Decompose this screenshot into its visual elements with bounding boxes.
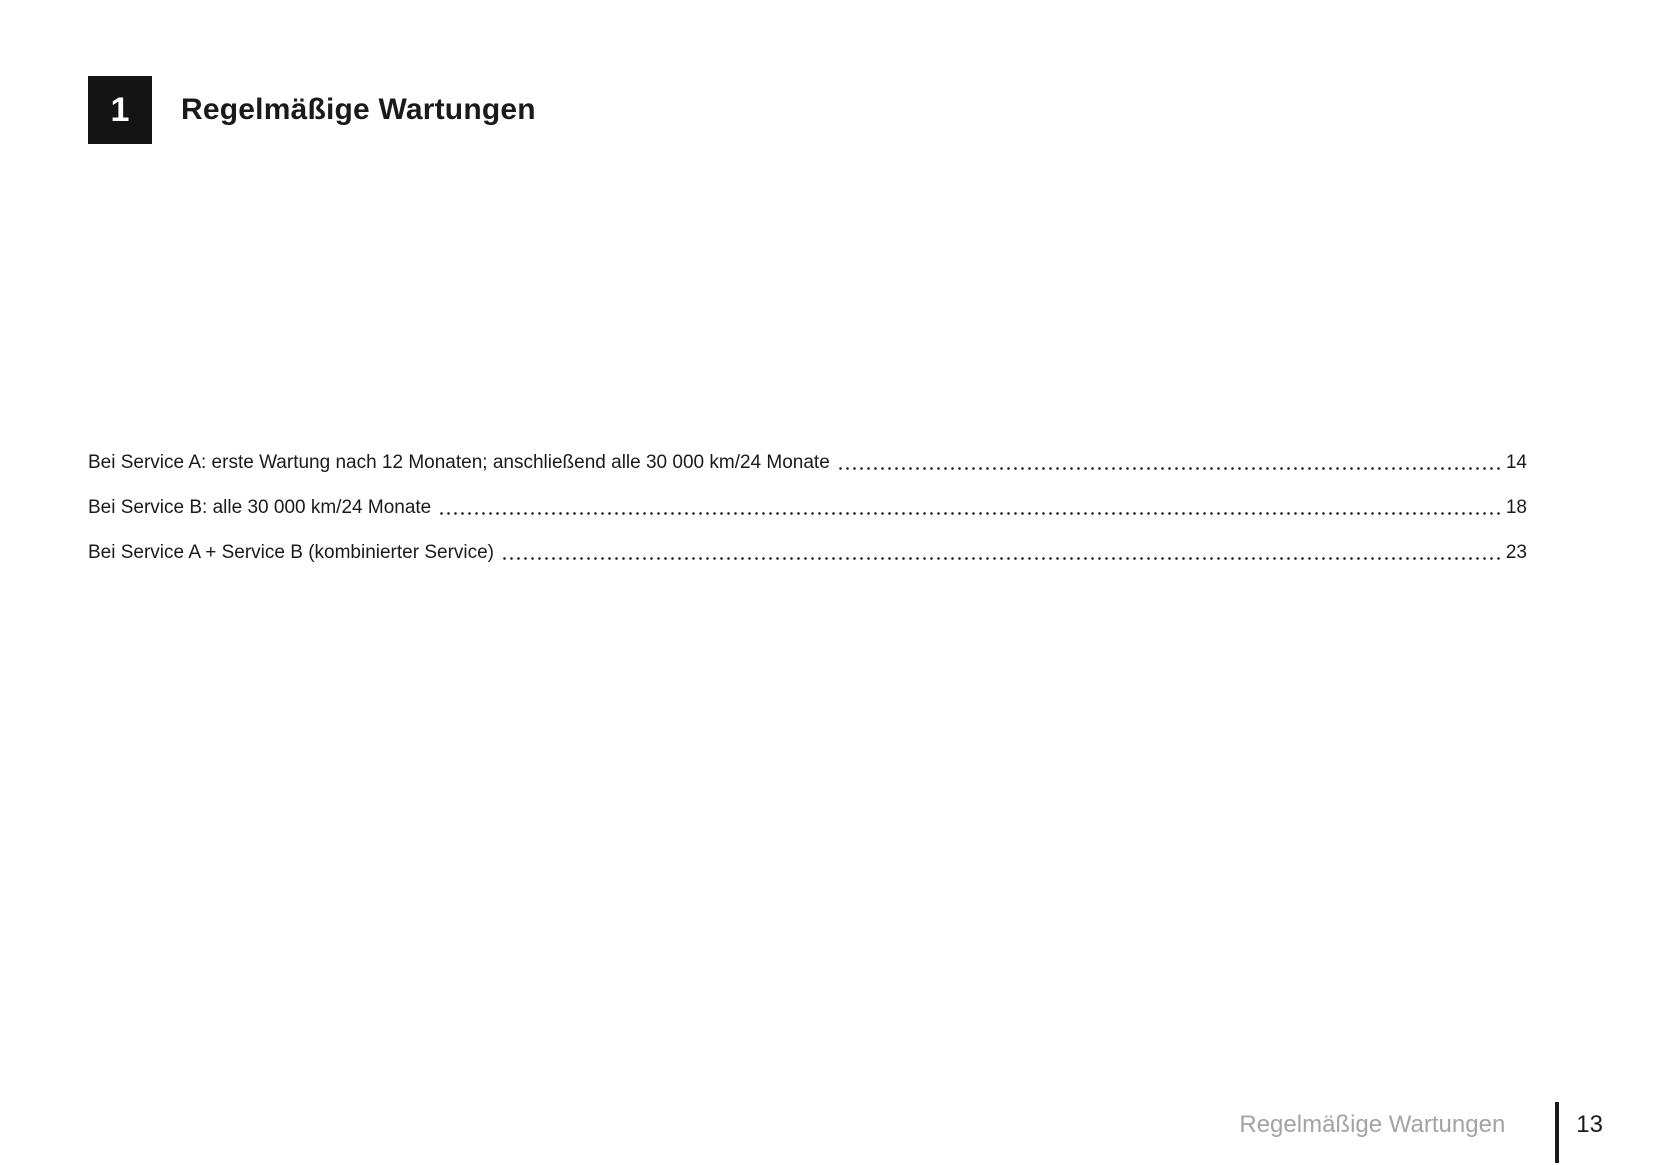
- toc-dot-leader: [438, 512, 1502, 515]
- footer-divider-bar: [1555, 1102, 1559, 1163]
- toc-entry-service-a-plus-b[interactable]: [88, 541, 1527, 565]
- toc-entry-page-number: 14: [1505, 452, 1527, 473]
- toc-dot-leader: [837, 467, 1502, 470]
- toc-entry-service-b[interactable]: [88, 496, 1527, 520]
- toc-entry-label: Bei Service A: erste Wartung nach 12 Monaten; anschließend alle 30 000 km/24 Monate: [88, 452, 830, 473]
- page-footer: [1239, 1102, 1603, 1163]
- toc-dot-leader: [501, 557, 1502, 560]
- chapter-number: 1: [110, 91, 130, 129]
- chapter-header: [88, 76, 536, 144]
- footer-section-title: Regelmäßige Wartungen: [1239, 1111, 1506, 1138]
- toc-entry-label: Bei Service A + Service B (kombinierter Service): [88, 542, 495, 563]
- footer-page-number: 13: [1576, 1111, 1603, 1138]
- toc-entry-label: Bei Service B: alle 30 000 km/24 Monate: [88, 497, 432, 518]
- toc-entry-page-number: 18: [1505, 497, 1527, 518]
- chapter-number-badge: [88, 76, 152, 144]
- toc-entry-service-a[interactable]: [88, 451, 1527, 475]
- table-of-contents: [88, 451, 1527, 565]
- toc-entry-page-number: 23: [1505, 542, 1527, 563]
- page-title: Regelmäßige Wartungen: [181, 93, 536, 126]
